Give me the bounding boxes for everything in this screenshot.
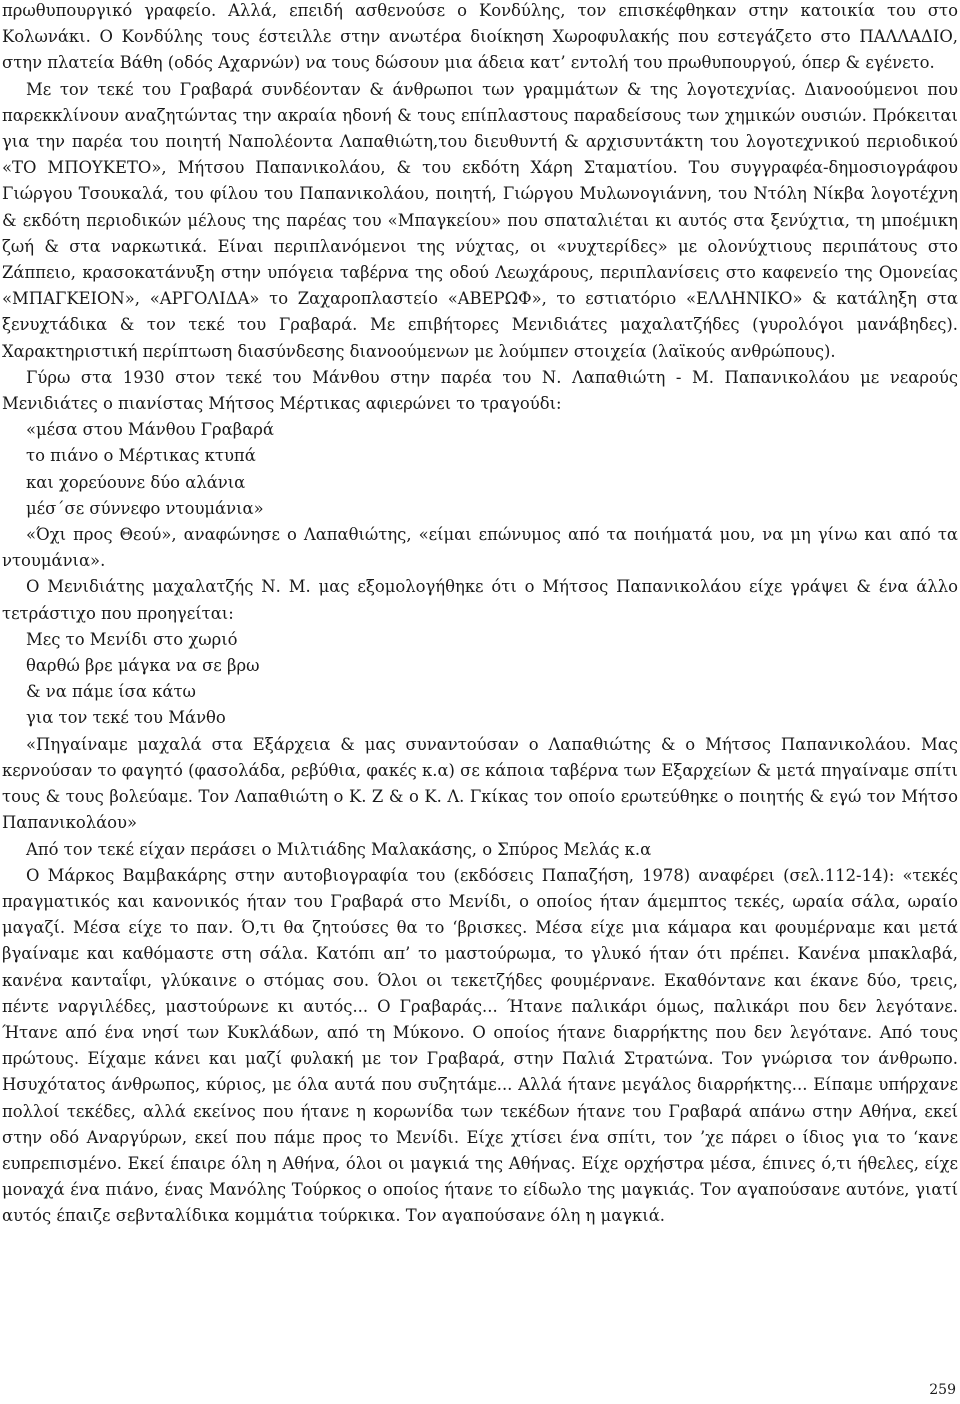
verse-line-8: για τον τεκέ του Μάνθο [26, 708, 226, 728]
paragraph-2: Με τον τεκέ του Γραβαρά συνδέονταν & άνθρωποι των γραμμάτων & της λογοτεχνίας. Διανοούμενοι που παρεκκλίνουν αναζητώντας την ακραία ηδονή & τους επίπλαστους παραδείσους των χημικών ουσιών. Πρόκειται για την παρέα του ποιητή Ναπολέοντα Λαπαθιώτη,του διευθυντή & αρχισυντάκτη του λογοτεχνικού περιοδικού «ΤΟ ΜΠΟΥΚΕΤΟ», Μήτσου Παπανικολάου, & του εκδότη Χάρη Σταματίου. Του συγγραφέα-δημοσιογράφου Γιώργου Τσουκαλά, του φίλου του Παπανικολάου, ποιητή, Γιώργου Μυλωνογιάννη, του Ντόλη Νίκβα λογοτέχνη & εκδότη περιοδικών μέλους της παρέας του «Μπαγκείου» που σπαταλιέται κι αυτός στα ξενύχτια, τη μποέμικη ζωή & στα ναρκωτικά. Είναι περιπλανόμενοι της νύχτας, οι «νυχτερίδες» με ολονύχτιους περιπάτους στο Ζάππειο, κρασοκατάνυξη στην υπόγεια ταβέρνα της οδού Λεωχάρους, περιπλανίσεις στο καφενείο της Ομονείας «ΜΠΑΓΚΕΙΟΝ», «ΑΡΓΟΛΙΔΑ» το Ζαχαροπλαστείο «ΑΒΕΡΩΦ», το εστιατόριο «ΕΛΛΗΝΙΚΟ» & κατάληξη στα ξενυχτάδικα & τον τεκέ του Γραβαρά. Με επιβήτορες Μενιδιάτες μαχαλατζήδες (γυρολόγοι μανάβηδες). Χαρακτηριστική περίπτωση διασύνδεσης διανοούμενων με λούμπεν στοιχεία (λαϊκούς ανθρώπους). [2, 79, 958, 361]
verse-line-6: θαρθώ βρε μάγκα να σε βρω [26, 656, 260, 676]
page-number: 259 [929, 1382, 956, 1398]
paragraph-3: Γύρω στα 1930 στον τεκέ του Μάνθου στην παρέα του Ν. Λαπαθιώτη - Μ. Παπανικολάου με νεαρούς Μενιδιάτες ο πιανίστας Μήτσος Μέρτικας αφιερώνει το τραγούδι: [2, 367, 958, 414]
verse-line-7: & να πάμε ίσα κάτω [26, 682, 196, 702]
paragraph-4: «Όχι προς Θεού», αναφώνησε ο Λαπαθιώτης, «είμαι επώνυμος από τα ποιήματά μου, να μη γίνω και από τα ντουμάνια». [2, 525, 958, 571]
verse-line-4: μέσ΄σε σύννεφο ντουμάνια» [26, 498, 264, 518]
verse-line-2: το πιάνο ο Μέρτικας κτυπά [26, 446, 256, 466]
paragraph-7: Από τον τεκέ είχαν περάσει ο Μιλτιάδης Μαλακάσης, ο Σπύρος Μελάς κ.α [26, 839, 652, 859]
verse-line-5: Μες το Μενίδι στο χωριό [26, 629, 238, 649]
paragraph-1: πρωθυπουργικό γραφείο. Αλλά, επειδή ασθενούσε ο Κονδύλης, τον επισκέφθηκαν στην κατοικία του στο Κολωνάκι. Ο Κονδύλης τους έστειλλε στην ανωτέρα διοίκηση Χωροφυλακής που εστεγάζετο στο ΠΑΛΛΑΔΙΟ, στην πλατεία Βάθη (οδός Αχαρνών) να τους δώσουν μια άδεια κατ’ εντολή του πρωθυπουργού, όπερ & εγένετο. [2, 1, 958, 73]
page-body [2, 0, 958, 1230]
verse-line-1: «μέσα στου Μάνθου Γραβαρά [26, 420, 274, 440]
paragraph-5: Ο Μενιδιάτης μαχαλατζής Ν. Μ. μας εξομολογήθηκε ότι ο Μήτσος Παπανικολάου είχε γράψει & ένα άλλο τετράστιχο που προηγείται: [2, 577, 958, 623]
paragraph-8: Ο Μάρκος Βαμβακάρης στην αυτοβιογραφία του (εκδόσεις Παπαζήση, 1978) αναφέρει (σελ.112-14): «τεκές πραγματικός και κανονικός ήταν του Γραβαρά στο Μενίδι, ο οποίος ήταν άμεμπτος τεκές, ωραία σάλα, ωραίο μαγαζί. Μέσα είχε το παν. Ό,τι θα ζητούσες θα το ‘βρισκες. Μέσα είχε μια κάμαρα και φουμέρναμε και μετά βγαίναμε και καθόμαστε στη σάλα. Κατόπι απ’ το μαστούρωμα, το γλυκό ήταν ότι πρέπει. Κανένα μπακλαβά, κανένα κανταΐφι, γλύκαινε ο στόμας σου. Όλοι οι τεκετζήδες φουμέρνανε. Εκαθόντανε και έκανε δύο, τρεις, πέντε ναργιλέδες, μαστούρωνε κι αυτός... Ο Γραβαράς... Ήτανε παλικάρι όμως, παλικάρι που δεν λεγότανε. Ήτανε από ένα νησί των Κυκλάδων, από τη Μύκονο. Ο οποίος ήτανε διαρρήκτης που δεν λεγότανε. Από τους πρώτους. Είχαμε κάνει και μαζί φυλακή με τον Γραβαρά, στην Παλιά Στρατώνα. Τον γνώρισα τον άνθρωπο. Ησυχότατος άνθρωπος, κύριος, με όλα αυτά που συζητάμε... Αλλά ήτανε μεγάλος διαρρήκτης... Είπαμε υπήρχανε πολλοί τεκέδες, αλλά εκείνος που ήτανε η κορωνίδα των τεκέδων ήτανε του Γραβαρά απάνω στην Αθήνα, εκεί στην οδό Αναργύρων, εκεί που πάμε προς το Μενίδι. Είχε χτίσει ένα σπίτι, τον ’χε πάρει ο ίδιος για το ‘κανε ευπρεπισμένο. Εκεί έπαιρε όλη η Αθήνα, όλοι οι μαγκιά της Αθήνας. Είχε ορχήστρα μέσα, έπινες ό,τι ήθελες, είχε μοναχά ένα πιάνο, ένας Μανόλης Τούρκος ο οποίος ήτανε το είδωλο της μαγκιάς. Τον αγαπούσανε αυτόνε, γιατί αυτός έπαιζε σεβνταλίδικα κομμάτια τούρκικα. Τον αγαπούσανε όλη η μαγκιά. [2, 865, 958, 1226]
paragraph-6: «Πηγαίναμε μαχαλά στα Εξάρχεια & μας συναντούσαν ο Λαπαθιώτης & ο Μήτσος Παπανικολάου. Μας κερνούσαν το φαγητό (φασολάδα, ρεβύθια, φακές κ.α) σε κάποια ταβέρνα των Εξαρχείων & μετά πηγαίναμε σπίτι τους & τους βολεύαμε. Τον Λαπαθιώτη ο Κ. Ζ & ο Κ. Λ. Γκίκας τον οποίο ερωτεύθηκε ο ποιητής & εγώ τον Μήτσο Παπανικολάου» [2, 734, 958, 833]
verse-line-3: και χορεύουνε δύο αλάνια [26, 472, 246, 492]
